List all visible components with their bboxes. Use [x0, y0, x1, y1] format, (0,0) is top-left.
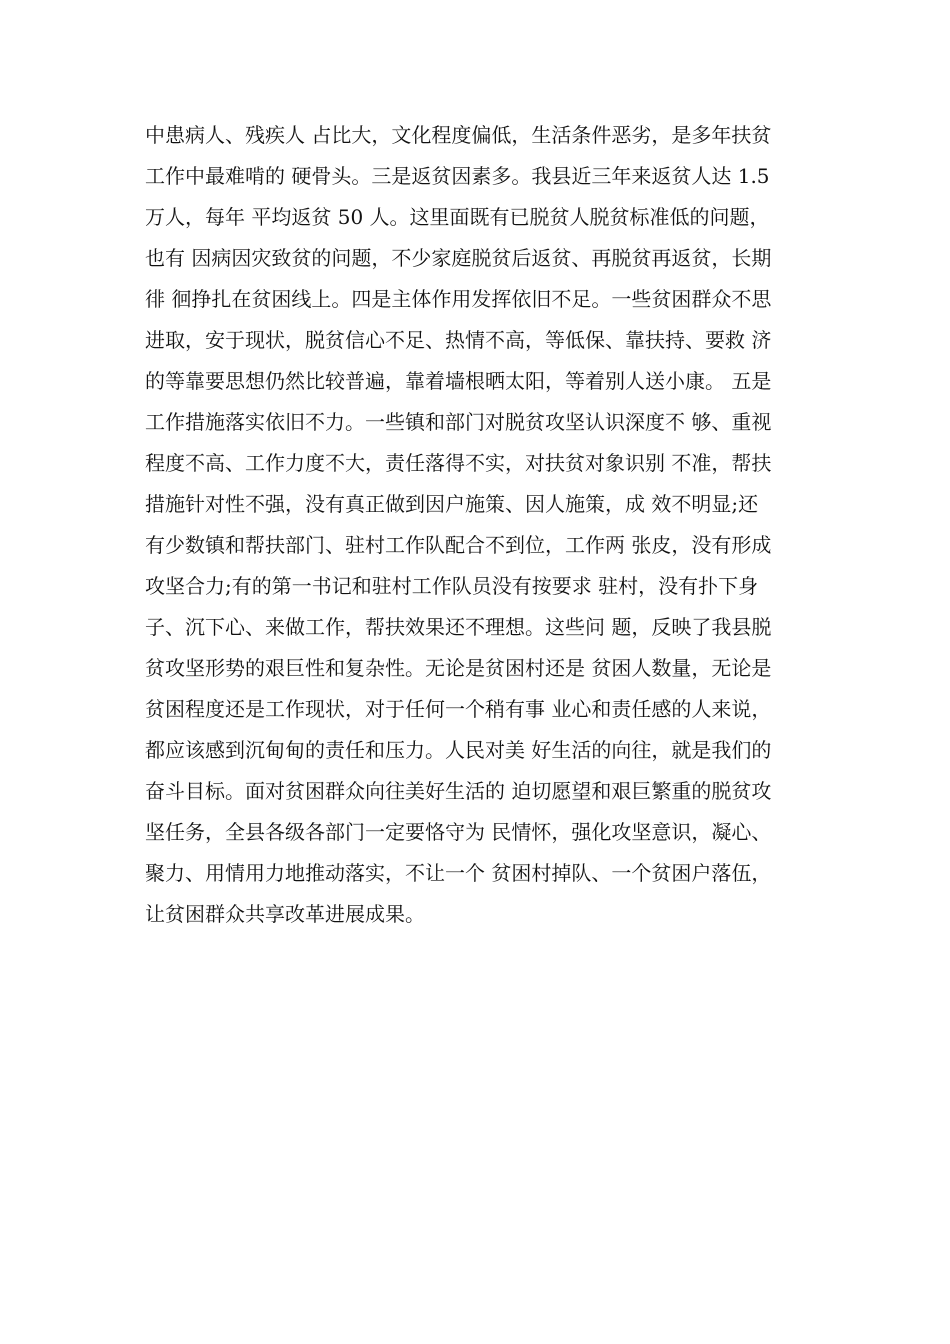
text-line: 贫攻坚形势的艰巨性和复杂性。无论是贫困村还是 贫困人数量，无论是 — [145, 656, 772, 680]
text-line: 徘 徊挣扎在贫困线上。四是主体作用发挥依旧不足。一些贫困群众不思 — [145, 287, 772, 311]
text-line: 有少数镇和帮扶部门、驻村工作队配合不到位，工作两 张皮，没有形成 — [145, 533, 772, 557]
text-line: 子、沉下心、来做工作，帮扶效果还不理想。这些问 题，反映了我县脱 — [145, 615, 772, 639]
text-line: 中患病人、残疾人 占比大，文化程度偏低，生活条件恶劣，是多年扶贫 — [145, 123, 772, 147]
text-line: 让贫困群众共享改革进展成果。 — [145, 902, 425, 926]
body-paragraph — [145, 115, 825, 935]
text-line: 工作中最难啃的 硬骨头。三是返贫因素多。我县近三年来返贫人达 1.5 — [145, 164, 770, 188]
text-line: 的等靠要思想仍然比较普遍，靠着墙根晒太阳，等着别人送小康。 五是 — [145, 369, 772, 393]
text-line: 都应该感到沉甸甸的责任和压力。人民对美 好生活的向往，就是我们的 — [145, 738, 772, 762]
text-line: 进取，安于现状，脱贫信心不足、热情不高，等低保、靠扶持、要救 济 — [145, 328, 772, 352]
text-line: 也有 因病因灾致贫的问题，不少家庭脱贫后返贫、再脱贫再返贫，长期 — [145, 246, 772, 270]
text-line: 坚任务，全县各级各部门一定要恪守为 民情怀，强化攻坚意识，凝心、 — [145, 820, 772, 844]
text-line: 攻坚合力;有的第一书记和驻村工作队员没有按要求 驻村，没有扑下身 — [145, 574, 759, 598]
text-line: 措施针对性不强，没有真正做到因户施策、因人施策，成 效不明显;还 — [145, 492, 759, 516]
text-line: 聚力、用情用力地推动落实，不让一个 贫困村掉队、一个贫困户落伍， — [145, 861, 772, 885]
text-line: 程度不高、工作力度不大，责任落得不实，对扶贫对象识别 不准，帮扶 — [145, 451, 772, 475]
text-line: 奋斗目标。面对贫困群众向往美好生活的 迫切愿望和艰巨繁重的脱贫攻 — [145, 779, 772, 803]
text-line: 贫困程度还是工作现状，对于任何一个稍有事 业心和责任感的人来说， — [145, 697, 772, 721]
text-line: 万人，每年 平均返贫 50 人。这里面既有已脱贫人脱贫标准低的问题， — [145, 205, 770, 229]
text-line: 工作措施落实依旧不力。一些镇和部门对脱贫攻坚认识深度不 够、重视 — [145, 410, 772, 434]
